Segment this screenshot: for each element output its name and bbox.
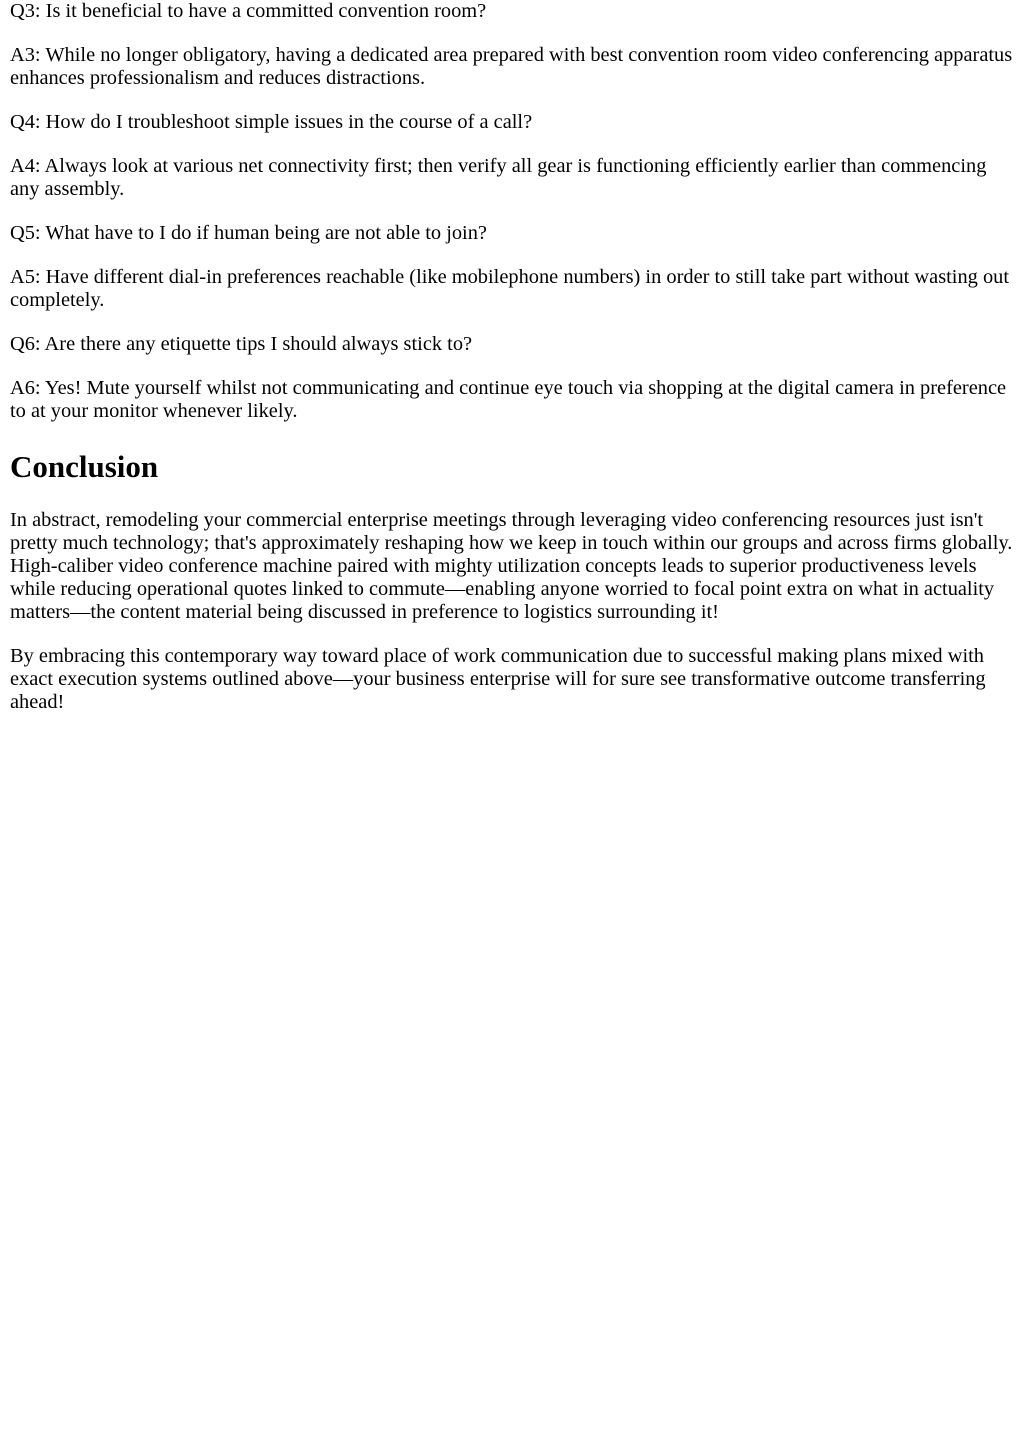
faq-question-6: Q6: Are there any etiquette tips I should always stick to? bbox=[10, 333, 473, 355]
article-body bbox=[0, 0, 1024, 714]
conclusion-paragraph-1: In abstract, remodeling your commercial enterprise meetings through leveraging video conferencing resources just isn't pretty much technology; that's approximately reshaping how we keep in touch within our groups and across firms globally. High-caliber video conference machine paired with mighty utilization concepts leads to superior productiveness levels while reducing operational quotes linked to commute—enabling anyone worried to focal point extra on what in actuality matters—the content material being discussed in preference to logistics surrounding it! bbox=[10, 509, 1013, 623]
faq-answer-6: A6: Yes! Mute yourself whilst not communicating and continue eye touch via shopping at the digital camera in preference to at your monitor whenever likely. bbox=[10, 377, 1007, 422]
faq-answer-4: A4: Always look at various net connectivity first; then verify all gear is functioning efficiently earlier than commencing any assembly. bbox=[10, 155, 987, 200]
faq-question-3: Q3: Is it beneficial to have a committed convention room? bbox=[10, 0, 487, 22]
faq-question-4: Q4: How do I troubleshoot simple issues in the course of a call? bbox=[10, 111, 533, 133]
faq-answer-3: A3: While no longer obligatory, having a dedicated area prepared with best convention room video conferencing apparatus enhances professionalism and reduces distractions. bbox=[10, 44, 1013, 89]
faq-question-5: Q5: What have to I do if human being are not able to join? bbox=[10, 222, 487, 244]
conclusion-paragraph-2: By embracing this contemporary way toward place of work communication due to successful making plans mixed with exact execution systems outlined above—your business enterprise will for sure see transformative outcome transferring ahead! bbox=[10, 645, 986, 713]
faq-answer-5: A5: Have different dial-in preferences reachable (like mobilephone numbers) in order to still take part without wasting out completely. bbox=[10, 266, 1010, 311]
conclusion-heading: Conclusion bbox=[10, 449, 159, 484]
